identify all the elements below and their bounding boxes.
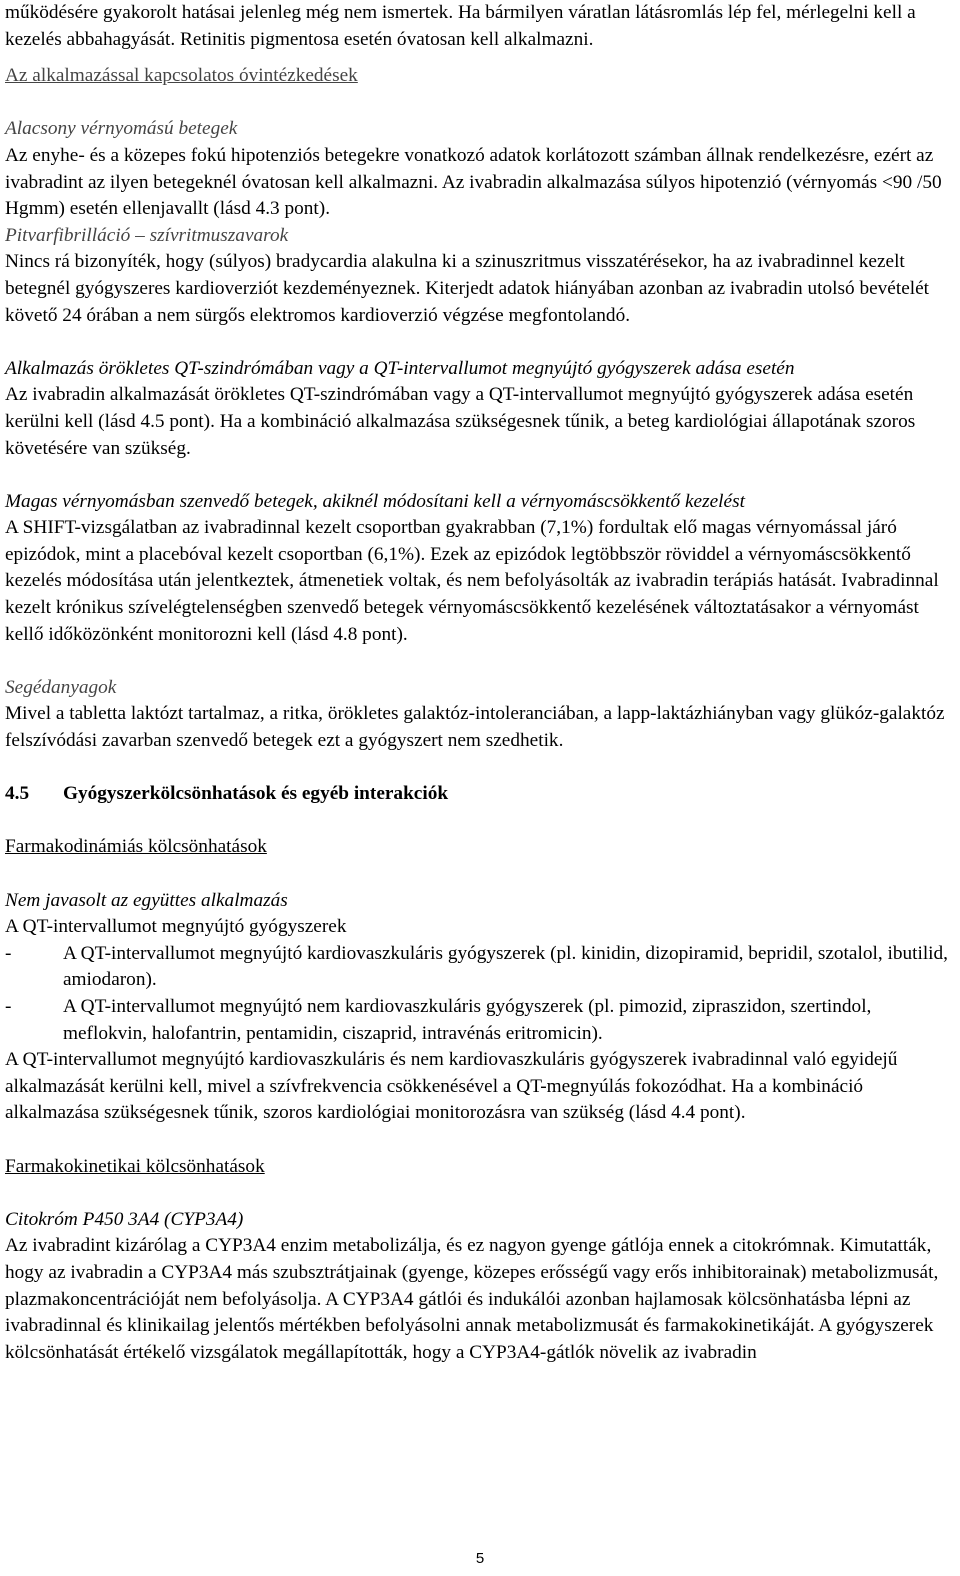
paragraph-atrial-fibrillation: Nincs rá bizonyíték, hogy (súlyos) bradycardia alakulna ki a szinuszritmus visszatérésekor, ha az ivabradinnel kezelt betegnél gyógyszeres kardioverziót kezdeményeznek. Kiterjedt adatok hiányában azonban az ivabradin utolsó bevételét követő 24 órában a nem sürgős elektromos kardioverzió végzése megfontolandó. bbox=[5, 251, 930, 326]
paragraph-excipients: Mivel a tabletta laktózt tartalmaz, a ritka, örökletes galaktóz-intoleranciában, a lapp-laktázhiányban vagy glükóz-galaktóz felszívódási zavarban szenvedő betegek ezt a gyógyszert nem szedhetik. bbox=[5, 703, 945, 752]
list-item-text: A QT-intervallumot megnyújtó kardiovaszkuláris gyógyszerek (pl. kinidin, dizopiramid, bepridil, szotalol, ibutilid, amiodaron). bbox=[63, 942, 948, 991]
paragraph-hypertension: A SHIFT-vizsgálatban az ivabradinnal kezelt csoportban gyakrabban (7,1%) fordultak elő magas vérnyomással járó epizódok, mint a placebóval kezelt csoportban (6,1%). Ezek az epizódok legtöbbször röviddel a vérnyomáscsökkentő kezelés módosítása után jelentkeztek, átmenetiek voltak, és nem befolyásolták az ivabradin terápiás hatását. Ivabradinnal kezelt krónikus szívelégtelenségben szenvedő betegek vérnyomáscsökkentő kezelésének változtatásakor a vérnyomást kellő időközönként monitorozni kell (lásd 4.8 pont). bbox=[5, 517, 939, 645]
list-dash: - bbox=[5, 942, 12, 964]
list-item-text: A QT-intervallumot megnyújtó nem kardiovaszkuláris gyógyszerek (pl. pimozid, zipraszidon, szertindol, meflokvin, halofantrin, pentamidin, ciszaprid, intravénás eritromicin). bbox=[63, 995, 872, 1044]
section-heading-text: Gyógyszerkölcsönhatások és egyéb interakciók bbox=[63, 783, 449, 805]
page-number: 5 bbox=[475, 1550, 485, 1567]
paragraph-qt-drugs-lead: A QT-intervallumot megnyújtó gyógyszerek bbox=[5, 916, 347, 938]
subtitle-not-recommended: Nem javasolt az együttes alkalmazás bbox=[5, 889, 288, 911]
list-item bbox=[5, 994, 953, 1047]
paragraph-cyp3a4: Az ivabradint kizárólag a CYP3A4 enzim metabolizálja, és ez nagyon gyenge gátlója ennek a citokrómnak. Kimutatták, hogy az ivabradin a CYP3A4 más szubsztrátjainak (gyenge, közepes erősségű vagy erős inhibitorainak) metabolizmusát, plazmakoncentrációját nem befolyásolja. A CYP3A4 gátlói és indukálói azonban hajlamosak kölcsönhatásba lépni az ivabradinnal és klinikailag jelentős mértékben befolyásolni annak metabolizmusát és farmakokinetikáját. A gyógyszerek kölcsönhatását értékelő vizsgálatok megállapították, hogy a CYP3A4-gátlók növelik az ivabradin bbox=[5, 1235, 939, 1363]
section-heading-interactions bbox=[5, 781, 953, 808]
subtitle-excipients: Segédanyagok bbox=[5, 676, 117, 698]
document-page bbox=[5, 0, 953, 1366]
subsection-title-pharmacokinetic: Farmakokinetikai kölcsönhatások bbox=[5, 1155, 265, 1177]
paragraph-qt-avoid: A QT-intervallumot megnyújtó kardiovaszkuláris és nem kardiovaszkuláris gyógyszerek ivabradinnal való egyidejű alkalmazását kerülni kell, mivel a szívfrekvencia csökkenésével a QT-megnyúlás fokozódhat. Ha a kombináció alkalmazása szükségesnek tűnik, szoros kardiológiai monitorozásra van szükség (lásd 4.4 pont). bbox=[5, 1049, 898, 1124]
section-number: 4.5 bbox=[5, 783, 30, 805]
subtitle-hypertension: Magas vérnyomásban szenvedő betegek, akiknél módosítani kell a vérnyomáscsökkentő kezelést bbox=[5, 490, 745, 512]
paragraph-qt-syndrome: Az ivabradin alkalmazását örökletes QT-szindrómában vagy a QT-intervallumot megnyújtó gyógyszerek adása esetén kerülni kell (lásd 4.5 pont). Ha a kombináció alkalmazása szükségesnek tűnik, a beteg kardiológiai állapotának szoros követésére van szükség. bbox=[5, 384, 916, 459]
subtitle-qt-syndrome: Alkalmazás örökletes QT-szindrómában vagy a QT-intervallumot megnyújtó gyógyszerek adása esetén bbox=[5, 357, 795, 379]
subtitle-hypotension: Alacsony vérnyomású betegek bbox=[5, 118, 238, 140]
subsection-title-pharmacodynamic: Farmakodinámiás kölcsönhatások bbox=[5, 836, 267, 858]
section-title-precautions: Az alkalmazással kapcsolatos óvintézkedések bbox=[5, 65, 358, 87]
paragraph-hypotension: Az enyhe- és a közepes fokú hipotenziós betegekre vonatkozó adatok korlátozott számban állnak rendelkezésre, ezért az ivabradint az ilyen betegeknél óvatosan kell alkalmazni. Az ivabradin alkalmazása súlyos hipotenzió (vérnyomás <90 /50 Hgmm) esetén ellenjavallt (lásd 4.3 pont). bbox=[5, 144, 942, 220]
subtitle-cyp3a4: Citokróm P450 3A4 (CYP3A4) bbox=[5, 1208, 244, 1230]
subtitle-atrial-fibrillation: Pitvarfibrilláció – szívritmuszavarok bbox=[5, 224, 289, 246]
list-item bbox=[5, 941, 953, 994]
list-dash: - bbox=[5, 995, 12, 1017]
intro-paragraph: működésére gyakorolt hatásai jelenleg még nem ismertek. Ha bármilyen váratlan látásromlás lép fel, mérlegelni kell a kezelés abbahagyását. Retinitis pigmentosa esetén óvatosan kell alkalmazni. bbox=[5, 2, 916, 50]
